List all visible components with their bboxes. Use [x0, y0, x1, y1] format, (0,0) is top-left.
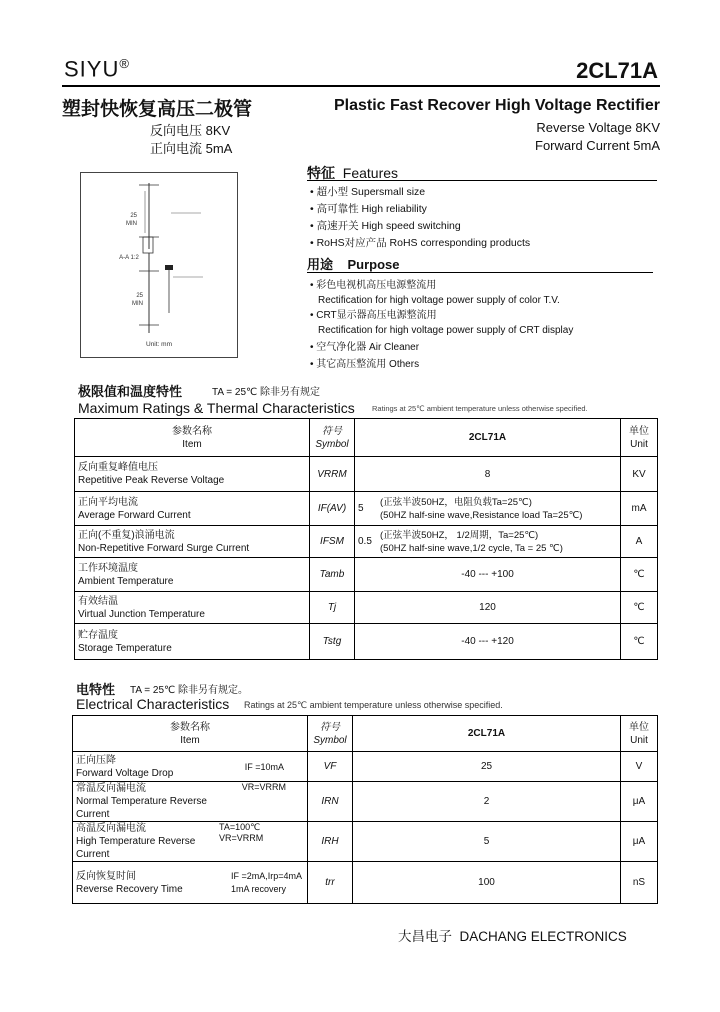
table-row: 有效结温 Virtual Junction Temperature Tj 120 ℃	[75, 592, 658, 624]
dim-label-section: A-A 1:2	[119, 255, 139, 261]
table-header-row	[73, 716, 658, 752]
dim-label-bottom-min: MIN	[132, 301, 143, 307]
list-item: • 超小型 Supersmall size	[310, 186, 426, 198]
header-symbol: 符号 Symbol	[308, 716, 353, 752]
table-row: 高温反向漏电流 High Temperature Reverse Current TA=100℃ VR=VRRM IRH 5 μA	[73, 822, 658, 862]
spec-forward-current-en: Forward Current 5mA	[535, 138, 660, 153]
header-symbol: 符号 Symbol	[310, 419, 355, 457]
max-ratings-ta: TA = 25℃ 除非另有规定	[212, 387, 321, 398]
table-row: 反向重复峰值电压 Repetitive Peak Reverse Voltage VRRM 8 KV	[75, 457, 658, 492]
title-en: Plastic Fast Recover High Voltage Rectifier	[333, 97, 660, 114]
purpose-heading: 用途 Purpose	[307, 257, 400, 272]
features-divider	[307, 180, 657, 181]
dim-label-bottom-value: 25	[136, 293, 143, 299]
table-row: 正向压降 Forward Voltage Drop IF =10mA VF 25 V	[73, 752, 658, 782]
header-item: 参数名称 Item	[75, 419, 310, 457]
header-part: 2CL71A	[353, 716, 621, 752]
footer-company: 大昌电子 DACHANG ELECTRONICS	[398, 929, 627, 944]
brand-logo: SIYU®	[64, 56, 130, 82]
features-heading: 特征 Features	[307, 165, 399, 181]
purpose-divider	[307, 272, 653, 273]
spec-reverse-voltage-cn: 反向电压 8KV	[150, 123, 231, 138]
list-item: • 高速开关 High speed switching	[310, 220, 461, 232]
spec-forward-current-cn: 正向电流 5mA	[150, 141, 233, 156]
table-row: 正向(不重复)浪涌电流 Non-Repetitive Forward Surge Current IFSM 0.5 (正弦半波50HZ， 1/2周期，Ta=25℃) (50HZ half-sine wave,1/2 cycle, Ta = 25 ℃) A	[75, 526, 658, 558]
dim-label-unit: Unit: mm	[146, 341, 172, 348]
diode-dimension-drawing	[81, 173, 237, 357]
spec-reverse-voltage-en: Reverse Voltage 8KV	[536, 120, 660, 135]
header-unit: 单位 Unit	[621, 716, 658, 752]
max-ratings-note: Ratings at 25℃ ambient temperature unless otherwise specified.	[372, 404, 588, 413]
electrical-title-en: Electrical Characteristics	[76, 696, 230, 712]
electrical-ta: TA = 25℃ 除非另有规定。	[130, 685, 249, 696]
dim-label-top-value: 25	[130, 213, 137, 219]
list-item: Rectification for high voltage power supply of CRT display	[318, 325, 574, 336]
list-item: • RoHS对应产品 RoHS corresponding products	[310, 237, 531, 249]
header-divider	[62, 85, 660, 87]
max-ratings-title-cn: 极限值和温度特性	[78, 384, 183, 399]
header-part: 2CL71A	[355, 419, 621, 457]
list-item: • CRT显示器高压电源整流用	[310, 310, 437, 321]
electrical-note: Ratings at 25℃ ambient temperature unless otherwise specified.	[244, 700, 503, 710]
table-row: 贮存温度 Storage Temperature Tstg -40 --- +120 ℃	[75, 624, 658, 660]
list-item: • 高可靠性 High reliability	[310, 203, 427, 215]
list-item: • 其它高压整流用 Others	[310, 359, 420, 370]
list-item: • 彩色电视机高压电源整流用	[310, 280, 437, 291]
max-ratings-title-en: Maximum Ratings & Thermal Characteristics	[78, 400, 355, 416]
dim-label-top-min: MIN	[126, 221, 137, 227]
features-list	[310, 184, 530, 252]
table-row: 常温反向漏电流 Normal Temperature Reverse Current VR=VRRM IRN 2 μA	[73, 782, 658, 822]
header-unit: 单位 Unit	[621, 419, 658, 457]
header-item: 参数名称 Item	[73, 716, 308, 752]
table-header-row	[75, 419, 658, 457]
table-row: 工作环境温度 Ambient Temperature Tamb -40 --- +100 ℃	[75, 558, 658, 592]
list-item: Rectification for high voltage power supply of color T.V.	[318, 295, 560, 306]
table-row: 正向平均电流 Average Forward Current IF(AV) 5 (正弦半波50HZ，电阻负载Ta=25℃) (50HZ half-sine wave,Resistance load Ta=25℃) mA	[75, 492, 658, 526]
purpose-list	[310, 278, 573, 372]
package-outline-diagram	[80, 172, 238, 358]
table-row: 反向恢复时间 Reverse Recovery Time IF =2mA,Irp=4mA 1mA recovery trr 100 nS	[73, 862, 658, 904]
electrical-title-cn: 电特性	[76, 682, 116, 697]
part-number: 2CL71A	[576, 58, 658, 83]
max-ratings-table	[74, 418, 658, 660]
electrical-table	[72, 715, 658, 904]
title-cn: 塑封快恢复高压二极管	[62, 99, 253, 120]
list-item: • 空气净化器 Air Cleaner	[310, 342, 420, 353]
